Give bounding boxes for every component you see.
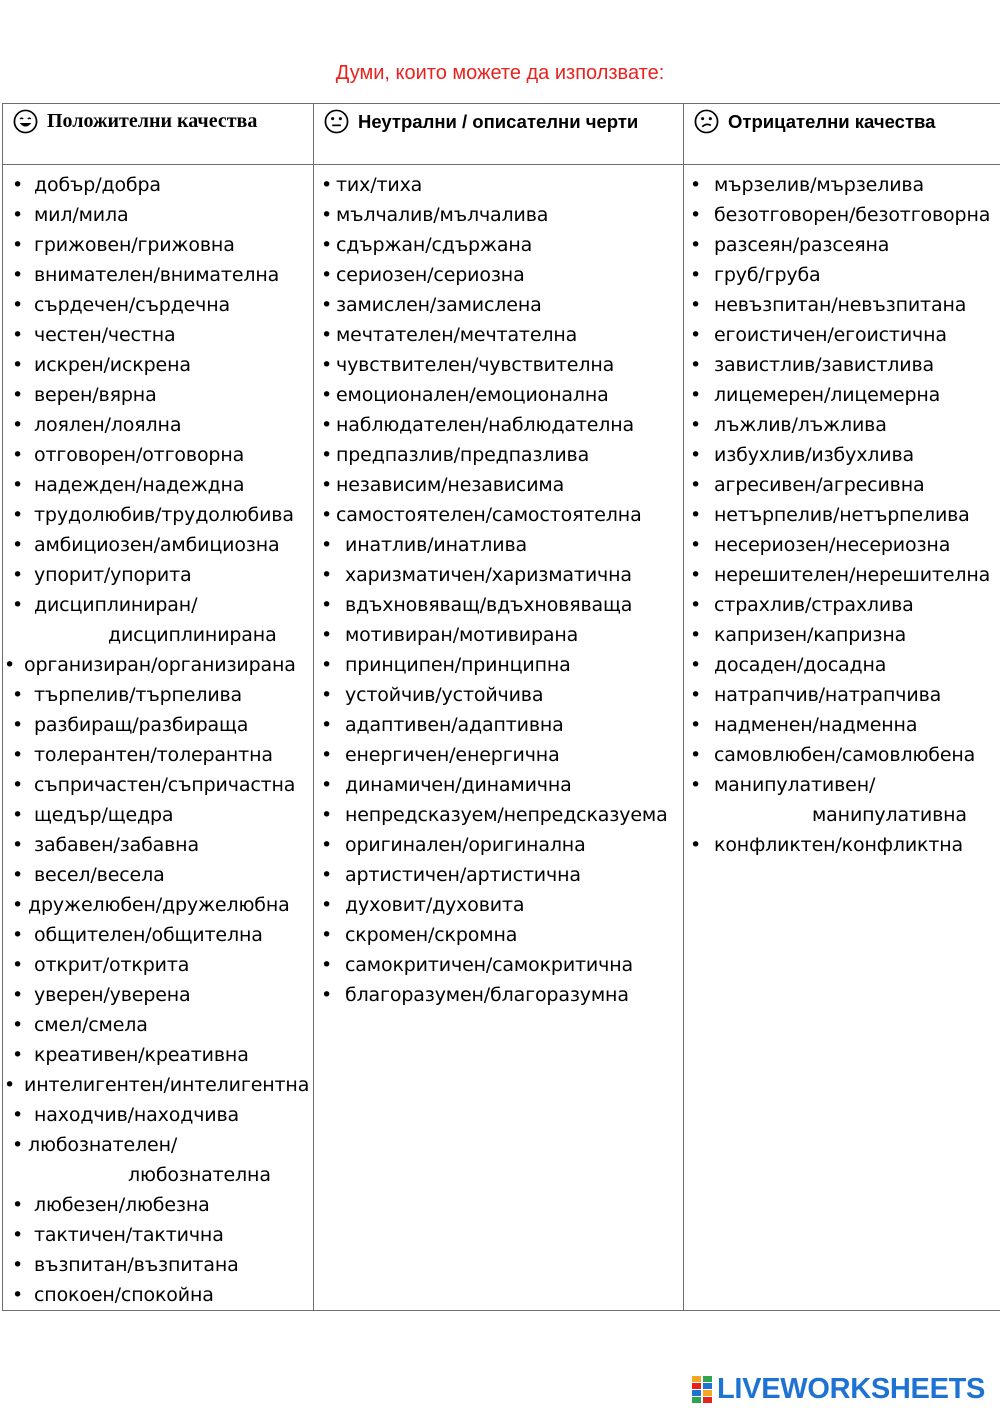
list-item: • предпазлив/предпазлива — [314, 440, 683, 470]
list-item: • възпитан/възпитана — [3, 1250, 313, 1280]
liveworksheets-logo-icon — [692, 1376, 712, 1404]
list-item: • самокритичен/самокритична — [314, 950, 683, 980]
list-item: • внимателен/внимателна — [3, 260, 313, 290]
list-item: • упорит/упорита — [3, 560, 313, 590]
list-item: • адаптивен/адаптивна — [314, 710, 683, 740]
list-item: • толерантен/толерантна — [3, 740, 313, 770]
list-item: • тактичен/тактична — [3, 1220, 313, 1250]
list-item: • любезен/любезна — [3, 1190, 313, 1220]
list-item: • сдържан/сдържана — [314, 230, 683, 260]
list-item: • амбициозен/амбициозна — [3, 530, 313, 560]
list-item: • уверен/уверена — [3, 980, 313, 1010]
list-item: • емоционален/емоционална — [314, 380, 683, 410]
list-item: • мотивиран/мотивирана — [314, 620, 683, 650]
header-neutral-label: Неутрални / описателни черти — [358, 110, 639, 132]
list-item: • дружелюбен/дружелюбна — [3, 890, 313, 920]
list-item: • енергичен/енергична — [314, 740, 683, 770]
list-item: • добър/добра — [3, 170, 313, 200]
page-title: Думи, които можете да използвате: — [335, 62, 665, 84]
neutral-face-icon — [324, 109, 349, 134]
list-item-line1: манипулативен/ — [714, 774, 876, 796]
list-item: • нетърпелив/нетърпелива — [684, 500, 1000, 530]
list-item: • лъжлив/лъжлива — [684, 410, 1000, 440]
list-item: • открит/открита — [3, 950, 313, 980]
list-item: • общителен/общителна — [3, 920, 313, 950]
logo-text: LIVEWORKSHEETS — [717, 1373, 986, 1405]
list-item: • сериозен/сериозна — [314, 260, 683, 290]
header-positive — [3, 104, 314, 165]
list-item: • щедър/щедра — [3, 800, 313, 830]
list-item: • харизматичен/харизматична — [314, 560, 683, 590]
list-item: • духовит/духовита — [314, 890, 683, 920]
list-item: • скромен/скромна — [314, 920, 683, 950]
positive-column — [3, 165, 314, 1311]
list-item: • забавен/забавна — [3, 830, 313, 860]
list-item: • инатлив/инатлива — [314, 530, 683, 560]
list-item: • устойчив/устойчива — [314, 680, 683, 710]
list-item — [3, 590, 313, 650]
list-item: • весел/весела — [3, 860, 313, 890]
list-item: • артистичен/артистична — [314, 860, 683, 890]
list-item: • трудолюбив/трудолюбива — [3, 500, 313, 530]
list-item: • самовлюбен/самовлюбена — [684, 740, 1000, 770]
list-item: • съпричастен/съпричастна — [3, 770, 313, 800]
list-item: • досаден/досадна — [684, 650, 1000, 680]
positive-list — [3, 165, 313, 1310]
list-item: • разсеян/разсеяна — [684, 230, 1000, 260]
list-item-line1: любознателен/ — [28, 1134, 178, 1156]
list-item: • благоразумен/благоразумна — [314, 980, 683, 1010]
list-item: • сърдечен/сърдечна — [3, 290, 313, 320]
list-item: • безотговорен/безотговорна — [684, 200, 1000, 230]
header-negative — [684, 104, 1000, 165]
list-item: • надежден/надеждна — [3, 470, 313, 500]
list-item: • креативен/креативна — [3, 1040, 313, 1070]
list-item: • избухлив/избухлива — [684, 440, 1000, 470]
list-item: • спокоен/спокойна — [3, 1280, 313, 1310]
list-item: • натрапчив/натрапчива — [684, 680, 1000, 710]
list-item — [684, 770, 1000, 830]
list-item-line2: любознателна — [128, 1164, 271, 1186]
list-item: • честен/честна — [3, 320, 313, 350]
list-item: • мил/мила — [3, 200, 313, 230]
list-item-line2: дисциплинирана — [108, 624, 277, 646]
list-item: • независим/независима — [314, 470, 683, 500]
list-item: • страхлив/страхлива — [684, 590, 1000, 620]
list-item: • капризен/капризна — [684, 620, 1000, 650]
header-positive-label: Положителни качества — [47, 110, 258, 132]
table-header-row — [3, 104, 1000, 165]
list-item: • смел/смела — [3, 1010, 313, 1040]
list-item: • организиран/организирана — [3, 650, 313, 680]
list-item: • разбиращ/разбираща — [3, 710, 313, 740]
list-item: • мечтателен/мечтателна — [314, 320, 683, 350]
negative-column — [684, 165, 1000, 1311]
grinning-face-icon — [13, 109, 38, 134]
neutral-list — [314, 165, 683, 1010]
liveworksheets-logo — [692, 1373, 985, 1406]
list-item: • грижовен/грижовна — [3, 230, 313, 260]
list-item: • завистлив/завистлива — [684, 350, 1000, 380]
table-body-row — [3, 165, 1000, 1311]
list-item: • самостоятелен/самостоятелна — [314, 500, 683, 530]
header-neutral — [314, 104, 684, 165]
negative-list — [684, 165, 1000, 860]
list-item: • оригинален/оригинална — [314, 830, 683, 860]
list-item: • динамичен/динамична — [314, 770, 683, 800]
list-item: • отговорен/отговорна — [3, 440, 313, 470]
list-item: • конфликтен/конфликтна — [684, 830, 1000, 860]
list-item: • тих/тиха — [314, 170, 683, 200]
list-item: • вдъхновяващ/вдъхновяваща — [314, 590, 683, 620]
list-item: • лицемерен/лицемерна — [684, 380, 1000, 410]
list-item-line1: дисциплиниран/ — [34, 594, 198, 616]
neutral-column — [314, 165, 684, 1311]
list-item: • надменен/надменна — [684, 710, 1000, 740]
list-item: • нерешителен/нерешителна — [684, 560, 1000, 590]
list-item: • мързелив/мързелива — [684, 170, 1000, 200]
list-item: • замислен/замислена — [314, 290, 683, 320]
word-table — [2, 103, 1000, 1311]
list-item-line2: манипулативна — [812, 804, 967, 826]
list-item: • невъзпитан/невъзпитана — [684, 290, 1000, 320]
list-item: • чувствителен/чувствителна — [314, 350, 683, 380]
list-item: • агресивен/агресивна — [684, 470, 1000, 500]
list-item: • мълчалив/мълчалива — [314, 200, 683, 230]
list-item: • искрен/искрена — [3, 350, 313, 380]
list-item: • интелигентен/интелигентна — [3, 1070, 313, 1100]
list-item — [3, 1130, 313, 1190]
list-item: • лоялен/лоялна — [3, 410, 313, 440]
list-item: • верен/вярна — [3, 380, 313, 410]
list-item: • принципен/принципна — [314, 650, 683, 680]
list-item: • егоистичен/егоистична — [684, 320, 1000, 350]
list-item: • груб/груба — [684, 260, 1000, 290]
list-item: • находчив/находчива — [3, 1100, 313, 1130]
list-item: • наблюдателен/наблюдателна — [314, 410, 683, 440]
list-item: • непредсказуем/непредсказуема — [314, 800, 683, 830]
header-negative-label: Отрицателни качества — [728, 110, 936, 132]
confused-face-icon — [694, 109, 719, 134]
list-item: • търпелив/търпелива — [3, 680, 313, 710]
list-item: • несериозен/несериозна — [684, 530, 1000, 560]
